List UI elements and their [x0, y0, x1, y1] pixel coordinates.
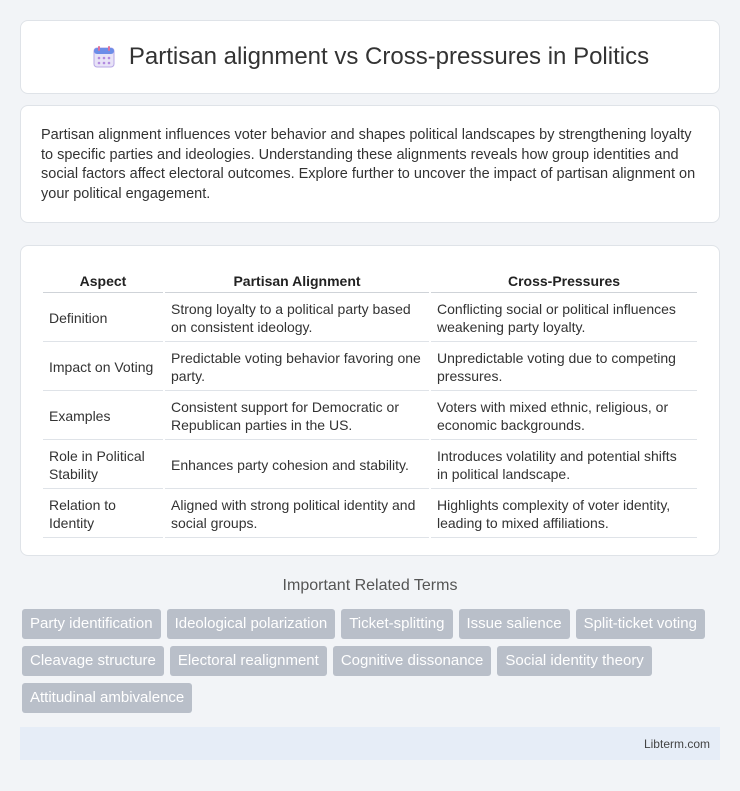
related-term-tag[interactable]: Cleavage structure — [22, 646, 164, 676]
table-cell: Highlights complexity of voter identity, leading to mixed affiliations. — [431, 491, 697, 538]
table-cell: Aligned with strong political identity and social groups. — [165, 491, 429, 538]
intro-card — [20, 105, 720, 223]
table-row — [43, 295, 697, 342]
footer-site-link[interactable]: Libterm.com — [643, 736, 710, 751]
related-terms-list — [22, 609, 722, 713]
table-cell: Role in Political Stability — [43, 442, 163, 489]
page-title: Partisan alignment vs Cross-pressures in Politics — [128, 43, 650, 70]
related-term-tag[interactable]: Attitudinal ambivalence — [22, 683, 192, 713]
related-term-tag[interactable]: Ticket-splitting — [341, 609, 452, 639]
table-cell: Relation to Identity — [43, 491, 163, 538]
column-header-aspect: Aspect — [43, 268, 163, 293]
table-cell: Introduces volatility and potential shifts in political landscape. — [431, 442, 697, 489]
footer — [20, 727, 720, 760]
column-header-cross: Cross-Pressures — [431, 268, 697, 293]
table-row — [43, 442, 697, 489]
table-cell: Enhances party cohesion and stability. — [165, 442, 429, 489]
table-cell: Consistent support for Democratic or Republican parties in the US. — [165, 393, 429, 440]
comparison-table-card — [20, 245, 720, 556]
table-cell: Predictable voting behavior favoring one party. — [165, 344, 429, 391]
related-term-tag[interactable]: Issue salience — [459, 609, 570, 639]
table-cell: Unpredictable voting due to competing pressures. — [431, 344, 697, 391]
related-terms-title: Important Related Terms — [282, 577, 458, 594]
table-cell: Examples — [43, 393, 163, 440]
table-cell: Strong loyalty to a political party based on consistent ideology. — [165, 295, 429, 342]
table-cell: Definition — [43, 295, 163, 342]
table-cell: Impact on Voting — [43, 344, 163, 391]
related-term-tag[interactable]: Party identification — [22, 609, 161, 639]
table-row — [43, 393, 697, 440]
table-row — [43, 491, 697, 538]
header-card — [20, 20, 720, 94]
related-term-tag[interactable]: Social identity theory — [497, 646, 651, 676]
comparison-table — [41, 266, 699, 540]
related-term-tag[interactable]: Split-ticket voting — [576, 609, 705, 639]
table-cell: Voters with mixed ethnic, religious, or economic backgrounds. — [431, 393, 697, 440]
intro-text: Partisan alignment influences voter behavior and shapes political landscapes by strengthening loyalty to specific parties and ideologies. Understanding these alignments reveals how group identities and social factors affect electoral outcomes. Explore further to uncover the impact of partisan alignment on your political engagement. — [41, 127, 696, 202]
calendar-icon — [91, 44, 117, 70]
column-header-partisan: Partisan Alignment — [165, 268, 429, 293]
related-term-tag[interactable]: Electoral realignment — [170, 646, 327, 676]
table-cell: Conflicting social or political influences weakening party loyalty. — [431, 295, 697, 342]
related-term-tag[interactable]: Ideological polarization — [167, 609, 336, 639]
related-term-tag[interactable]: Cognitive dissonance — [333, 646, 492, 676]
table-row — [43, 344, 697, 391]
